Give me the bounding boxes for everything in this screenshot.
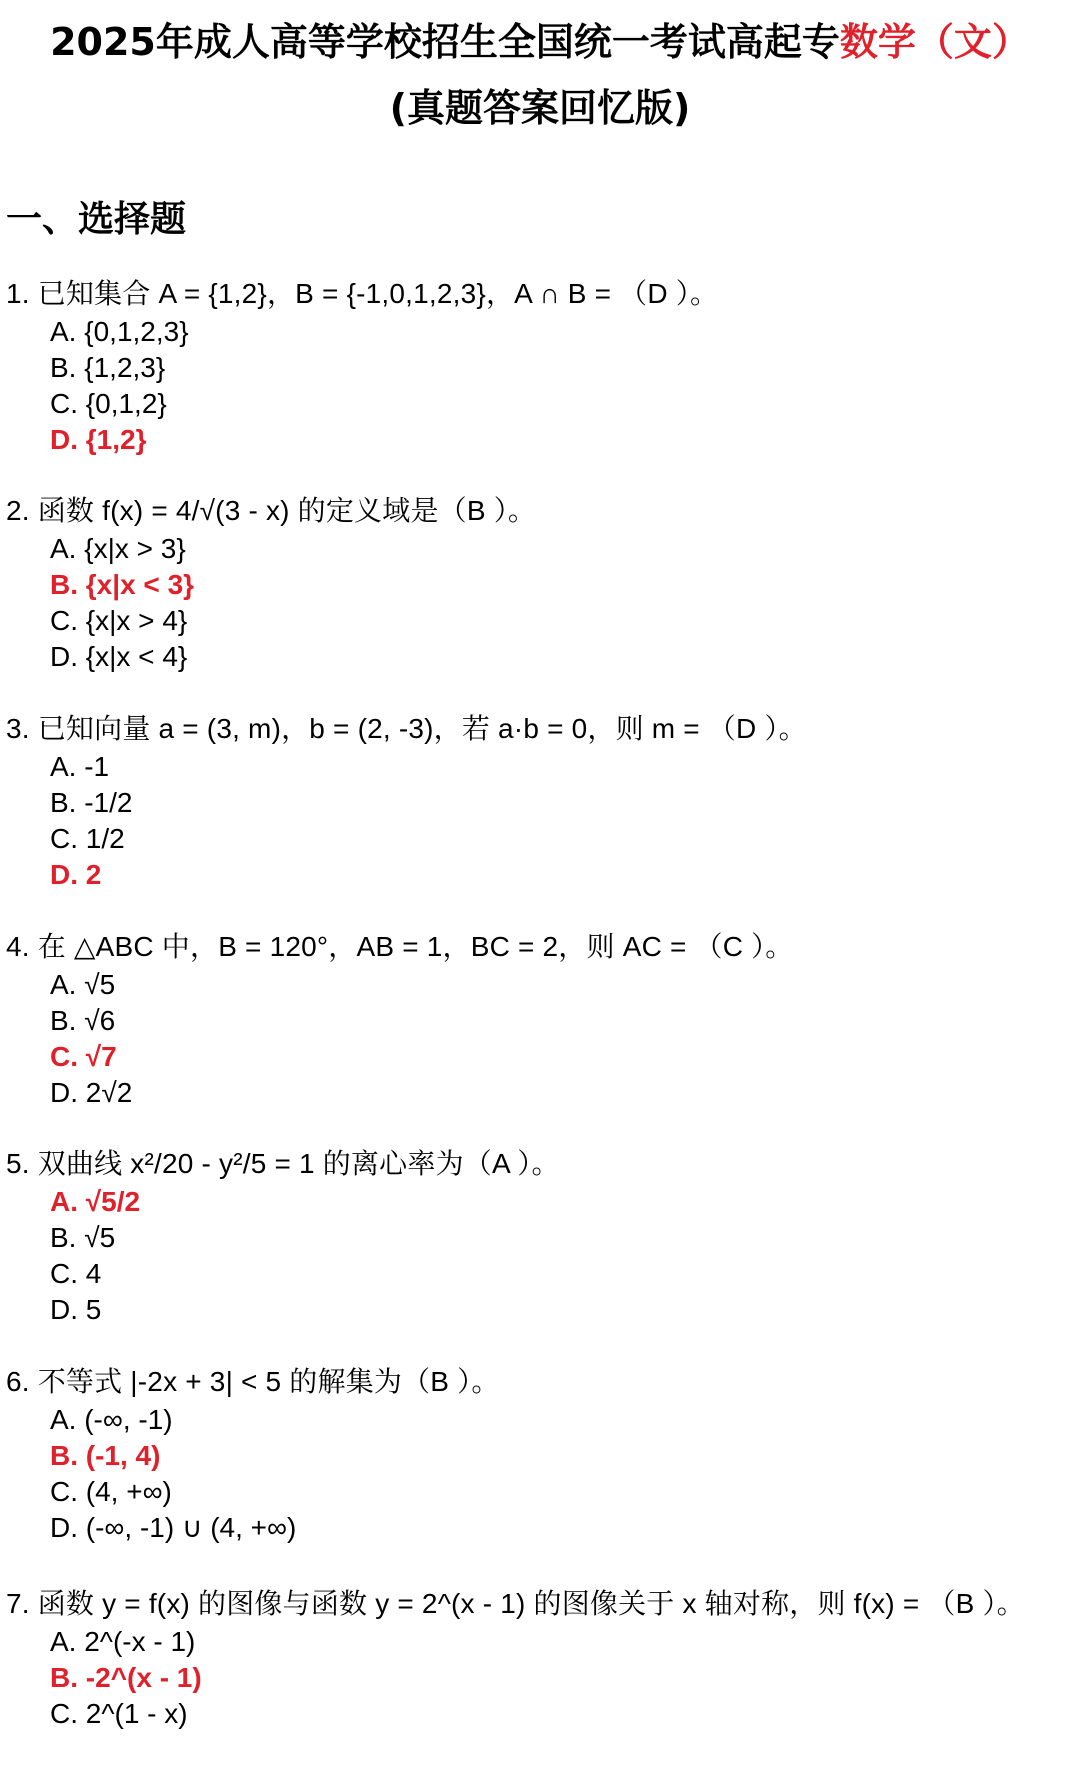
- question-stem: 4. 在 △ABC 中，B = 120°，AB = 1，BC = 2，则 AC = （C ）。: [6, 931, 794, 962]
- option-a: A. 2^(-x - 1): [50, 1626, 196, 1657]
- option-a: A. √5: [50, 969, 116, 1000]
- option-list: [6, 749, 1076, 893]
- option-c: C. 1/2: [50, 823, 125, 854]
- option-c: C. 2^(1 - x): [50, 1698, 188, 1729]
- option-a-correct: A. √5/2: [50, 1186, 141, 1217]
- question-5: [6, 1146, 1076, 1328]
- option-list: [6, 1624, 1076, 1732]
- option-a: A. -1: [50, 751, 110, 782]
- option-list: [6, 314, 1076, 458]
- question-stem: 1. 已知集合 A = {1,2}，B = {-1,0,1,2,3}，A ∩ B = （D ）。: [6, 278, 719, 309]
- question-stem: 6. 不等式 |-2x + 3| < 5 的解集为（B ）。: [6, 1366, 500, 1397]
- option-d: D. 2√2: [50, 1077, 133, 1108]
- option-b: B. √5: [50, 1222, 116, 1253]
- option-c: C. {0,1,2}: [50, 388, 167, 419]
- question-1: [6, 276, 1076, 458]
- option-a: A. (-∞, -1): [50, 1404, 173, 1435]
- option-a: A. {x|x > 3}: [50, 533, 186, 564]
- question-stem: 5. 双曲线 x²/20 - y²/5 = 1 的离心率为（A ）。: [6, 1148, 560, 1179]
- option-a: A. {0,1,2,3}: [50, 316, 189, 347]
- option-list: [6, 1184, 1076, 1328]
- option-b-correct: B. -2^(x - 1): [50, 1662, 202, 1693]
- option-d: D. (-∞, -1) ∪ (4, +∞): [50, 1512, 297, 1543]
- option-b-correct: B. (-1, 4): [50, 1440, 161, 1471]
- question-stem: 2. 函数 f(x) = 4/√(3 - x) 的定义域是（B ）。: [6, 495, 537, 526]
- question-stem: 3. 已知向量 a = (3, m)，b = (2, -3)，若 a·b = 0，则 m = （D ）。: [6, 713, 807, 744]
- option-c: C. 4: [50, 1258, 102, 1289]
- document-title: [0, 14, 1080, 136]
- option-d-correct: D. 2: [50, 859, 102, 890]
- option-c-correct: C. √7: [50, 1041, 117, 1072]
- question-stem: 7. 函数 y = f(x) 的图像与函数 y = 2^(x - 1) 的图像关于 x 轴对称，则 f(x) = （B ）。: [6, 1588, 1025, 1619]
- option-b: B. -1/2: [50, 787, 133, 818]
- title-line-2: (真题答案回忆版): [389, 86, 691, 130]
- option-list: [6, 531, 1076, 675]
- option-list: [6, 1402, 1076, 1546]
- title-main-text: 2025年成人高等学校招生全国统一考试高起专: [50, 20, 840, 64]
- option-c: C. {x|x > 4}: [50, 605, 188, 636]
- title-line-1: [0, 14, 1080, 70]
- section-heading: 一、选择题: [6, 199, 187, 240]
- title-subject-text: 数学（文）: [839, 20, 1030, 64]
- option-d: D. {x|x < 4}: [50, 641, 188, 672]
- option-list: [6, 967, 1076, 1111]
- option-c: C. (4, +∞): [50, 1476, 172, 1507]
- question-4: [6, 929, 1076, 1111]
- question-6: [6, 1364, 1076, 1546]
- question-2: [6, 493, 1076, 675]
- option-b: B. √6: [50, 1005, 116, 1036]
- option-d: D. 5: [50, 1294, 102, 1325]
- question-7: [6, 1586, 1076, 1732]
- option-d-correct: D. {1,2}: [50, 424, 147, 455]
- option-b: B. {1,2,3}: [50, 352, 166, 383]
- question-3: [6, 711, 1076, 893]
- option-b-correct: B. {x|x < 3}: [50, 569, 195, 600]
